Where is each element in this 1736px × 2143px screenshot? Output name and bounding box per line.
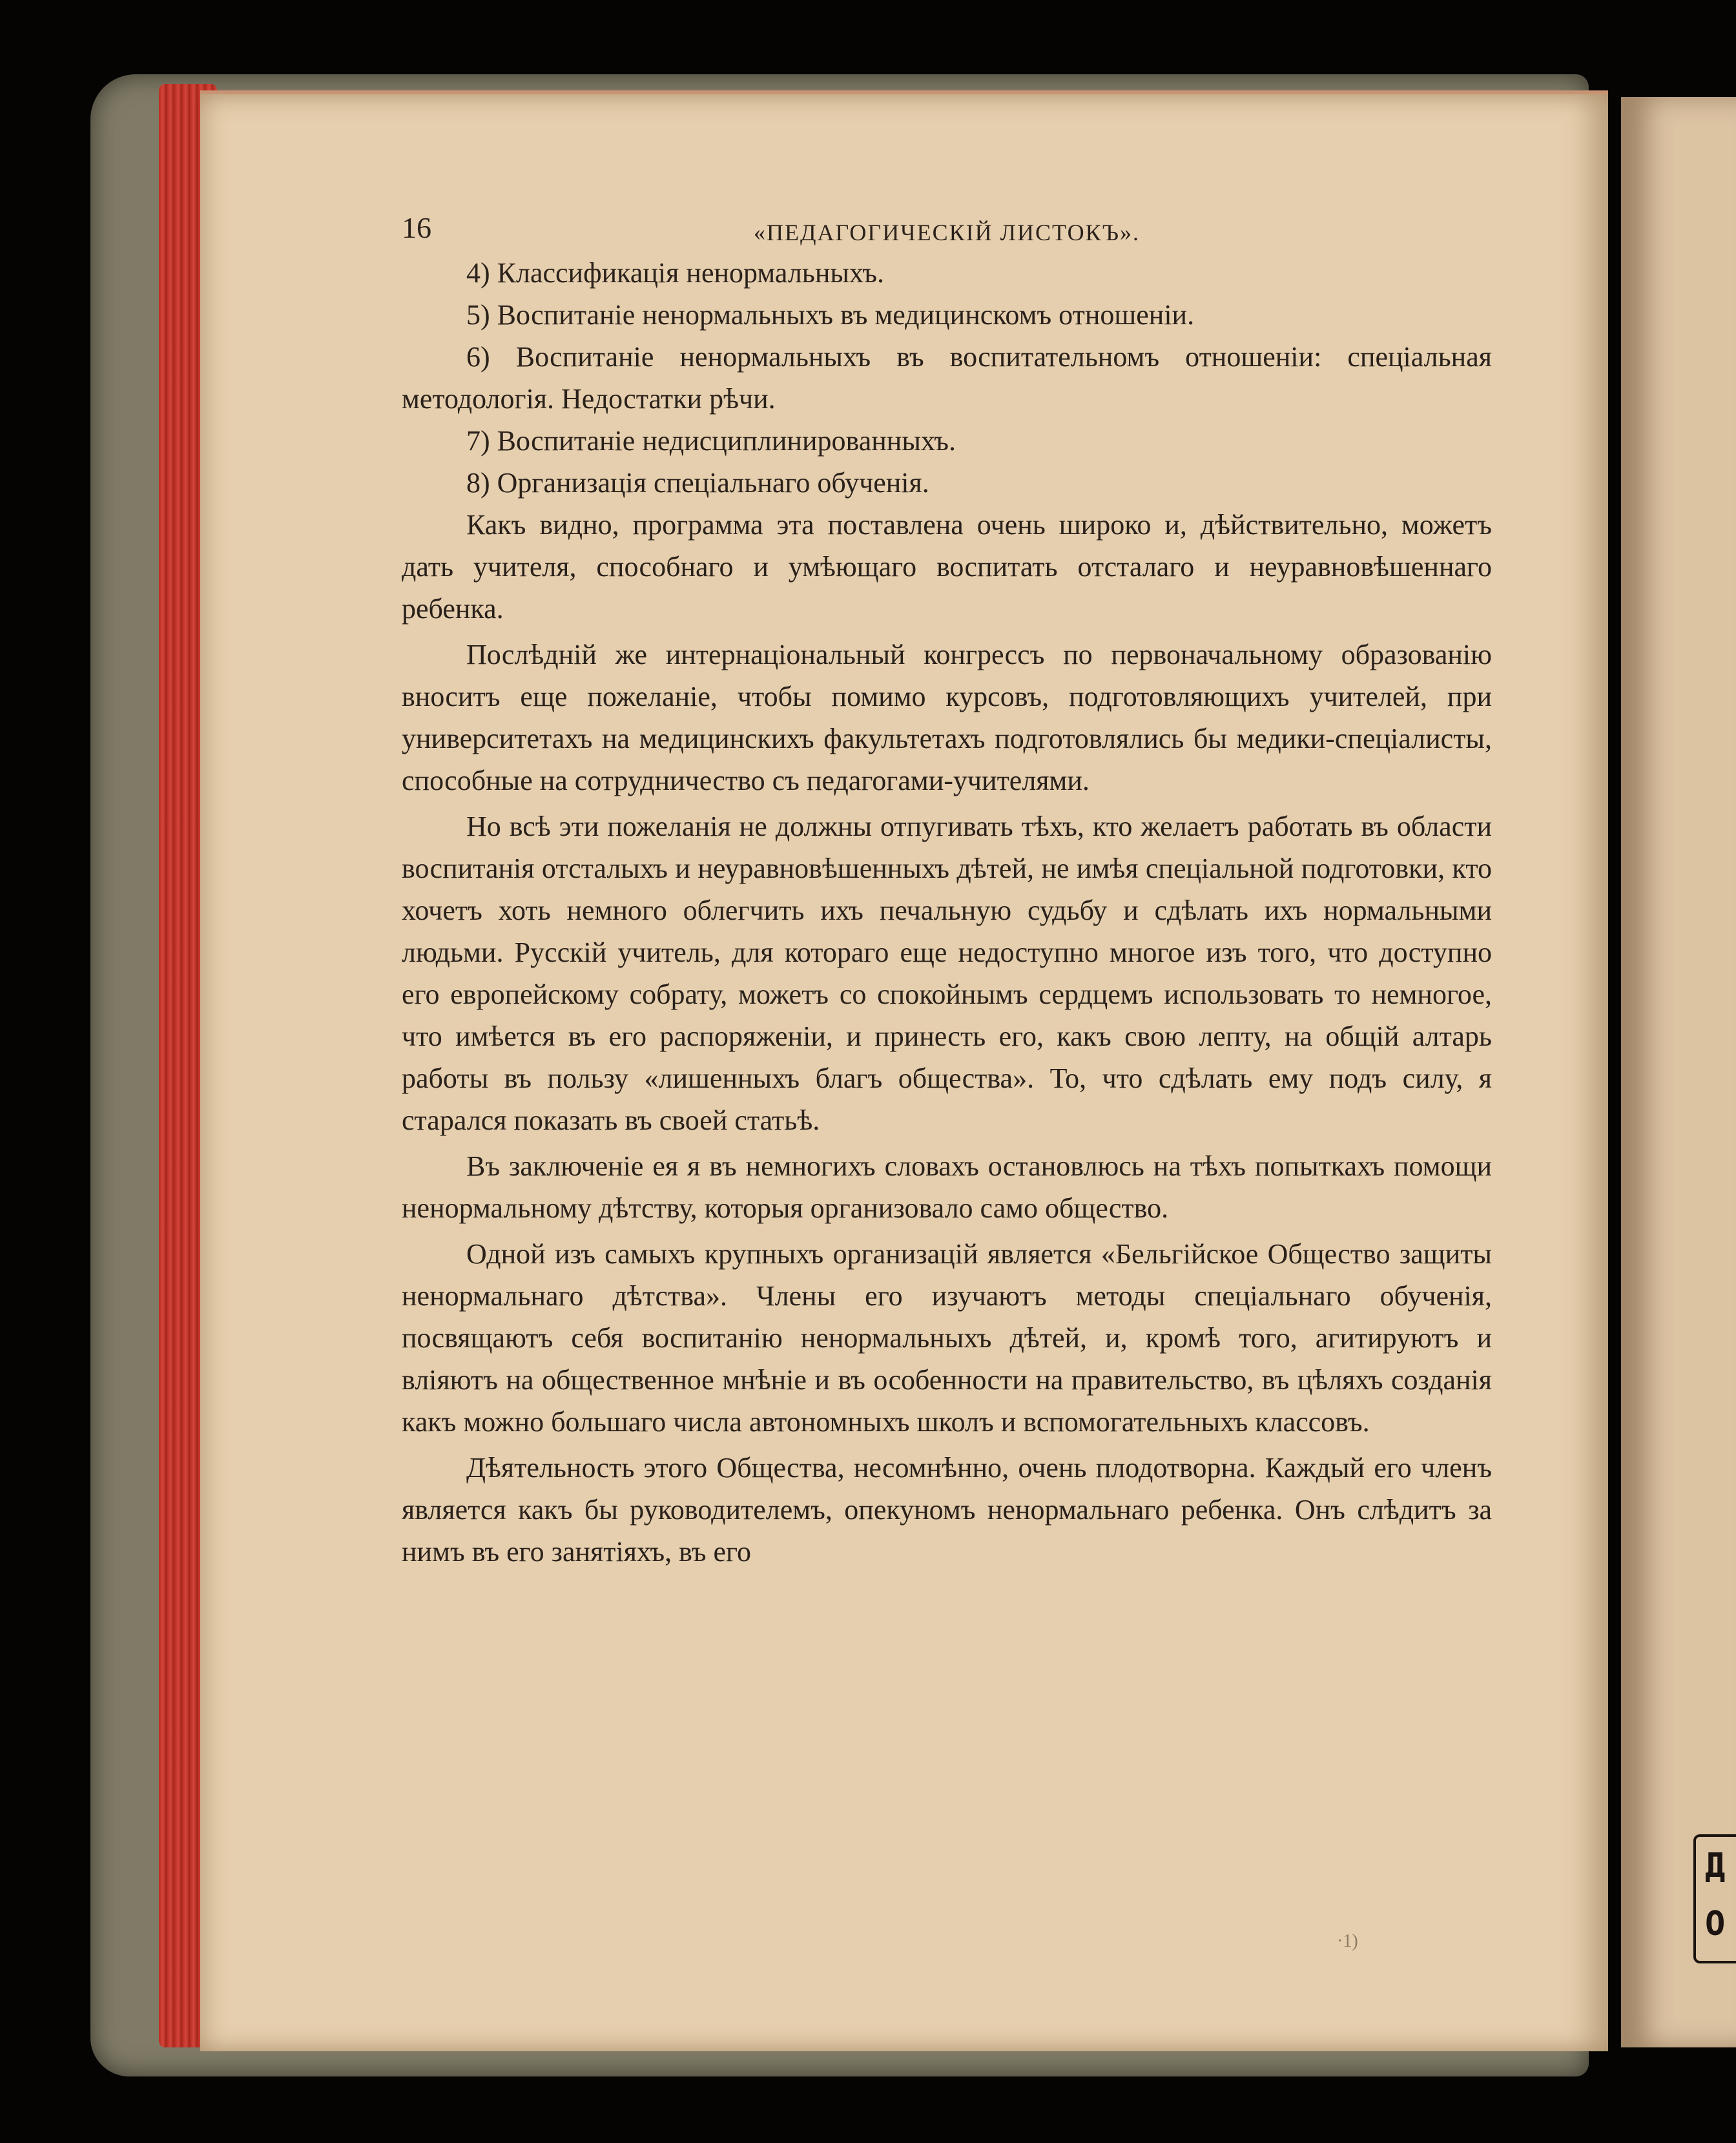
paragraph: Послѣдній же интернаціональный конгрессъ по первоначальному образованію вноситъ еще пожеланіе, чтобы помимо курсовъ, подготовляющихъ учителей, при университетахъ на медицинскихъ факультетахъ подготовлялись бы медики-спеціалисты, способные на сотрудничество съ педагогами-учителями. xyxy=(402,639,1492,796)
library-stamp: Д О xyxy=(1693,1834,1736,1963)
list-item: 7) Воспитаніе недисциплинированныхъ. xyxy=(466,425,956,457)
list-item: 6) Воспитаніе ненормальныхъ въ воспитательномъ отношеніи: спеціальная методологія. Недостатки рѣчи. xyxy=(402,341,1492,415)
footer-mark: ·1) xyxy=(1337,1931,1358,1951)
paragraph: Какъ видно, программа эта поставлена очень широко и, дѣйствительно, можетъ дать учителя, способнаго и умѣющаго воспитать отсталаго и неуравновѣшеннаго ребенка. xyxy=(402,509,1492,625)
page-header xyxy=(402,207,1492,252)
list-item: 8) Организація спеціальнаго обученія. xyxy=(466,467,929,499)
paragraph: Одной изъ самыхъ крупныхъ организацій является «Бельгійское Общество защиты ненормальнаго дѣтства». Члены его изучаютъ методы спеціальнаго обученія, посвящаютъ себя воспитанію ненормальныхъ дѣтей, и, кромѣ того, агитируютъ и вліяютъ на общественное мнѣніе и въ особенности на правительство, въ цѣляхъ созданія какъ можно большаго числа автономныхъ школъ и вспомогательныхъ классовъ. xyxy=(402,1238,1492,1438)
running-title: «ПЕДАГОГИЧЕСКІЙ ЛИСТОКЪ». xyxy=(753,220,1141,245)
facing-page xyxy=(1621,97,1736,2047)
paragraph: Дѣятельность этого Общества, несомнѣнно, очень плодотворна. Каждый его членъ является какъ бы руководителемъ, опекуномъ ненормальнаго ребенка. Онъ слѣдитъ за нимъ въ его занятіяхъ, въ его xyxy=(402,1452,1492,1568)
list-item: 5) Воспитаніе ненормальныхъ въ медицинскомъ отношеніи. xyxy=(466,299,1195,331)
paragraph: Но всѣ эти пожеланія не должны отпугивать тѣхъ, кто желаетъ работать въ области воспитанія отсталыхъ и неуравновѣшенныхъ дѣтей, не имѣя спеціальной подготовки, кто хочетъ хоть немного облегчить ихъ печальную судьбу и сдѣлать ихъ нормальными людьми. Русскій учитель, для котораго еще недоступно многое изъ того, что доступно его европейскому собрату, можетъ со спокойнымъ сердцемъ использовать то немногое, что имѣется въ его распоряженіи, и принесть его, какъ свою лепту, на общій алтарь работы въ пользу «лишенныхъ благъ общества». То, что сдѣлать ему подъ силу, я старался показать въ своей статьѣ. xyxy=(402,811,1492,1136)
list-item: 4) Классификація ненормальныхъ. xyxy=(466,257,885,289)
page-number: 16 xyxy=(402,211,431,244)
paragraph: Въ заключеніе ея я въ немногихъ словахъ остановлюсь на тѣхъ попыткахъ помощи ненормальному дѣтству, которыя организовало само общество. xyxy=(402,1150,1492,1224)
page-text xyxy=(402,207,1492,1577)
